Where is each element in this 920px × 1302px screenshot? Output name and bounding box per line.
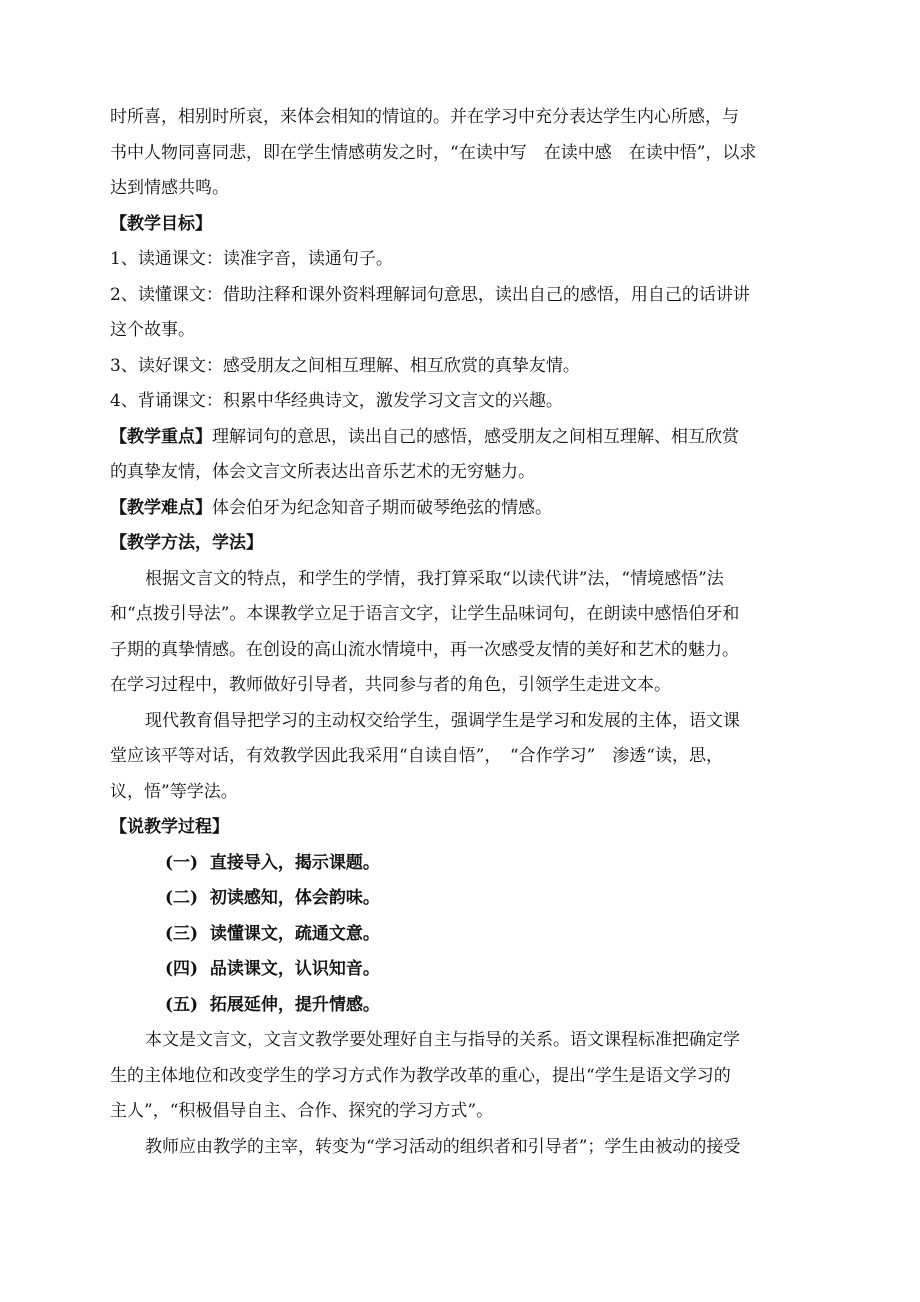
text-line: 在学习过程中，教师做好引导者，共同参与者的角色，引领学生走进文本。 [110,675,671,695]
goal-item: 4、背诵课文：积累中华经典诗文，激发学习文言文的兴趣。 [110,391,563,411]
text-line: 议，悟”等学法。 [110,781,238,802]
key-points-heading: 【教学重点】 [110,426,212,447]
text-line: 子期的真挚情感。在创设的高山流水情境中，再一次感受友情的美好和艺术的魅力。 [110,639,739,660]
text-line: 时所喜，相别时所哀，来体会相知的情谊的。并在学习中充分表达学生内心所感，与 [110,107,739,127]
text-line: 根据文言文的特点，和学生的学情，我打算采取“以读代讲”法，“情境感悟”法 [145,568,724,589]
methods-heading: 【教学方法，学法】 [110,533,263,553]
text-line: 和“点拨引导法”。本课教学立足于语言文字，让学生品味词句，在朗读中感悟伯牙和 [110,604,740,624]
process-step: (四) 品读课文，认识知音。 [165,959,380,979]
process-step: (二) 初读感知，体会韵味。 [165,888,380,908]
goal-item: 3、读好课文：感受朋友之间相互理解、相互欣赏的真挚友情。 [110,355,580,376]
key-points-section [110,420,810,491]
process-heading: 【说教学过程】 [110,817,229,837]
goal-item: 这个故事。 [110,320,195,340]
text-line: 书中人物同喜同悲，即在学生情感萌发之时，“在读中写 在读中感 在读中悟”，以求 [110,142,757,163]
teaching-goals-heading: 【教学目标】 [110,213,212,234]
text-line: 本文是文言文，文言文教学要处理好自主与指导的关系。语文课程标准把确定学 [145,1030,740,1050]
difficulties-text: 体会伯牙为纪念知音子期而破琴绝弦的情感。 [212,497,552,518]
process-section [110,810,810,1165]
teaching-goals-section [110,207,810,420]
key-points-line [110,420,810,456]
methods-section [110,526,810,810]
text-line: 达到情感共鸣。 [110,178,229,198]
goal-item: 1、读通课文：读准字音，读通句子。 [110,249,393,269]
text-line: 主人”，“积极倡导自主、合作、探究的学习方式”。 [110,1101,494,1121]
difficulties-line [110,491,810,527]
difficulties-heading: 【教学难点】 [110,497,212,518]
process-step: (三) 读懂课文，疏通文意。 [165,923,380,944]
text-line: 生的主体地位和改变学生的学习方式作为教学改革的重心，提出“学生是语文学习的 [110,1065,731,1086]
text-line: 堂应该平等对话，有效教学因此我采用“自读自悟”， “合作学习” 渗透“读，思， [110,746,723,766]
key-points-text-cont: 的真挚友情，体会文言文所表达出音乐艺术的无穷魅力。 [110,462,535,482]
goal-item: 2、读懂课文：借助注释和课外资料理解词句意思，读出自己的感悟，用自己的话讲讲 [110,284,750,305]
process-step: (一) 直接导入，揭示课题。 [165,852,380,873]
difficulties-section [110,491,810,527]
intro-paragraph [110,100,810,207]
text-line: 教师应由教学的主宰，转变为“学习活动的组织者和引导者”；学生由被动的接受 [145,1136,741,1157]
process-step: (五) 拓展延伸，提升情感。 [165,994,380,1015]
key-points-text: 理解词句的意思，读出自己的感悟，感受朋友之间相互理解、相互欣赏 [212,426,739,447]
text-line: 现代教育倡导把学习的主动权交给学生，强调学生是学习和发展的主体，语文课 [145,710,740,731]
document-page [110,100,810,1165]
